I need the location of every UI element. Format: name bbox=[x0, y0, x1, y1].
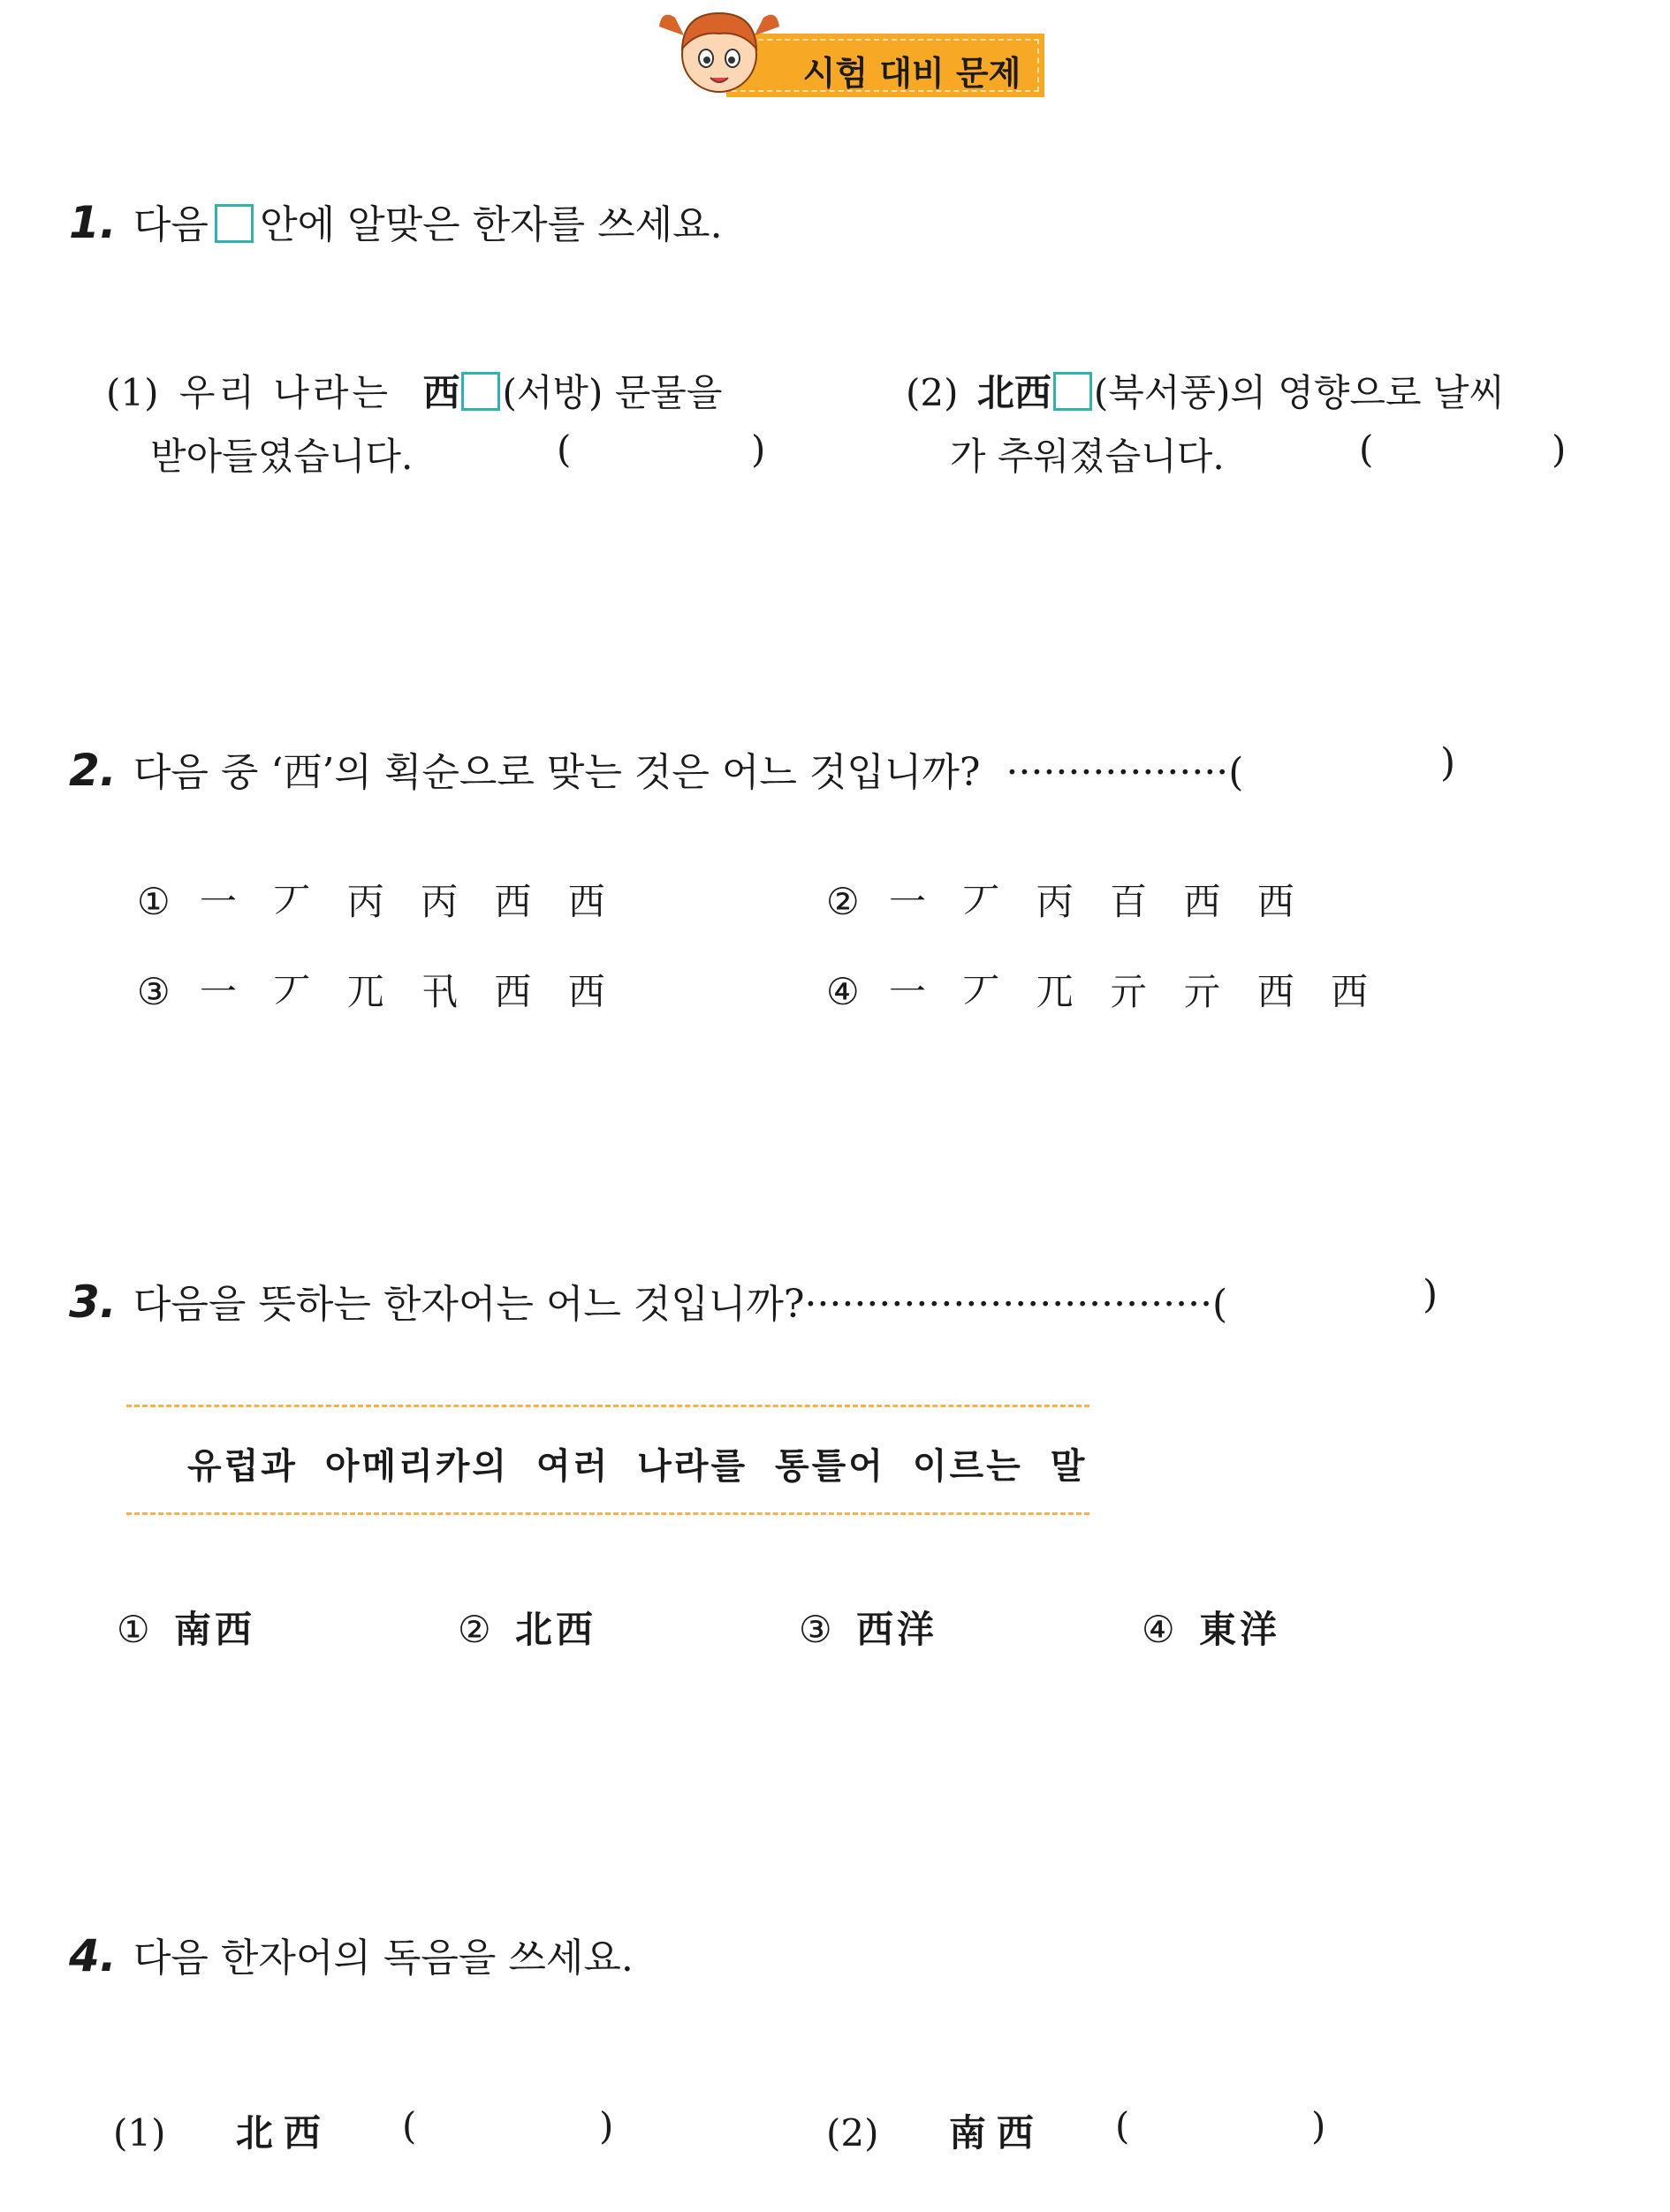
q1-item-2-line2 bbox=[950, 428, 1225, 481]
question-text-start: 다음 bbox=[133, 202, 209, 247]
option-strokes: 一 丆 丙 丙 西 西 bbox=[200, 880, 618, 923]
question-text: 다음 중 ‘西’의 획순으로 맞는 것은 어느 것입니까? bbox=[133, 750, 981, 795]
meaning-text: 유럽과 아메리카의 여러 나라를 통틀어 이르는 말 bbox=[187, 1446, 1088, 1487]
option-label: ④ bbox=[1142, 1608, 1175, 1651]
q2-option-3 bbox=[137, 963, 618, 1016]
item-hanja: 南西 bbox=[948, 2111, 1044, 2155]
question-number: 4. bbox=[69, 1930, 117, 1981]
option-label: ① bbox=[137, 880, 171, 923]
item-text: 우리 나라는 bbox=[178, 371, 392, 414]
mascot-girl-icon bbox=[657, 0, 781, 106]
answer-paren-open: ( bbox=[557, 428, 572, 471]
item-hanja: 西 bbox=[422, 371, 460, 414]
item-hanja: 北西 bbox=[235, 2111, 331, 2155]
q1-item-2 bbox=[906, 364, 1505, 417]
answer-box-icon bbox=[215, 204, 254, 243]
q3-option-4 bbox=[1142, 1601, 1280, 1654]
page-title: 시험 대비 문제 bbox=[802, 54, 1021, 93]
option-hanja: 南西 bbox=[174, 1608, 256, 1651]
q3-option-3 bbox=[799, 1601, 937, 1654]
question-text: 다음을 뜻하는 한자어는 어느 것입니까? bbox=[133, 1282, 805, 1327]
item-label: (1) bbox=[113, 2111, 166, 2155]
question-number: 2. bbox=[69, 745, 117, 796]
question-1 bbox=[69, 193, 723, 249]
answer-dots: ··················( bbox=[1006, 750, 1244, 795]
item-label: (2) bbox=[906, 371, 959, 414]
answer-paren-open: ( bbox=[402, 2104, 417, 2148]
question-2 bbox=[69, 740, 1243, 797]
item-text-line2: 받아들였습니다. bbox=[150, 435, 414, 478]
meaning-bottom-divider bbox=[126, 1512, 1089, 1515]
answer-box-icon bbox=[1053, 372, 1092, 411]
question-text: 다음 한자어의 독음을 쓰세요. bbox=[133, 1936, 634, 1981]
answer-paren-open: ( bbox=[1359, 428, 1374, 471]
option-hanja: 北西 bbox=[515, 1608, 597, 1651]
q3-option-2 bbox=[458, 1601, 596, 1654]
answer-box-icon bbox=[461, 372, 500, 411]
question-number: 3. bbox=[69, 1276, 117, 1328]
answer-paren-close: ) bbox=[751, 428, 766, 471]
answer-dots: ·································( bbox=[804, 1282, 1228, 1327]
option-label: ④ bbox=[826, 970, 860, 1013]
item-hanja: 北西 bbox=[976, 371, 1051, 414]
q2-option-4 bbox=[826, 963, 1380, 1016]
q2-option-1 bbox=[137, 873, 618, 926]
question-number: 1. bbox=[69, 197, 117, 248]
item-label: (1) bbox=[106, 371, 159, 414]
q2-option-2 bbox=[826, 873, 1307, 926]
answer-paren-close: ) bbox=[599, 2104, 614, 2148]
q1-item-1 bbox=[106, 364, 722, 417]
option-label: ③ bbox=[137, 970, 171, 1013]
item-text-post: (서방) 문물을 bbox=[502, 371, 723, 414]
option-label: ② bbox=[458, 1608, 491, 1651]
question-3 bbox=[69, 1272, 1227, 1329]
option-hanja: 東洋 bbox=[1199, 1608, 1281, 1651]
question-4 bbox=[69, 1926, 634, 1982]
q4-item-1 bbox=[113, 2104, 331, 2157]
option-strokes: 一 丆 丙 百 西 西 bbox=[889, 880, 1307, 923]
item-text-post: (북서풍)의 영향으로 날씨 bbox=[1093, 371, 1506, 414]
q3-option-1 bbox=[117, 1601, 255, 1654]
answer-paren-close: ) bbox=[1552, 428, 1567, 471]
answer-paren-open: ( bbox=[1115, 2104, 1130, 2148]
option-strokes: 一 丆 兀 亓 亓 西 西 bbox=[889, 970, 1381, 1013]
answer-paren-close: ) bbox=[1311, 2104, 1326, 2148]
option-label: ① bbox=[117, 1608, 150, 1651]
option-label: ③ bbox=[799, 1608, 832, 1651]
option-strokes: 一 丆 兀 卂 西 西 bbox=[200, 970, 618, 1013]
q1-item-1-line2 bbox=[150, 428, 413, 481]
answer-paren-close: ) bbox=[1423, 1272, 1438, 1317]
q4-item-2 bbox=[826, 2104, 1044, 2157]
question-text-end: 안에 알맞은 한자를 쓰세요. bbox=[260, 202, 723, 247]
item-label: (2) bbox=[826, 2111, 879, 2155]
answer-paren-close: ) bbox=[1440, 740, 1456, 785]
option-label: ② bbox=[826, 880, 860, 923]
item-text-line2: 가 추워졌습니다. bbox=[950, 435, 1225, 478]
option-hanja: 西洋 bbox=[856, 1608, 938, 1651]
meaning-top-divider bbox=[126, 1405, 1089, 1407]
